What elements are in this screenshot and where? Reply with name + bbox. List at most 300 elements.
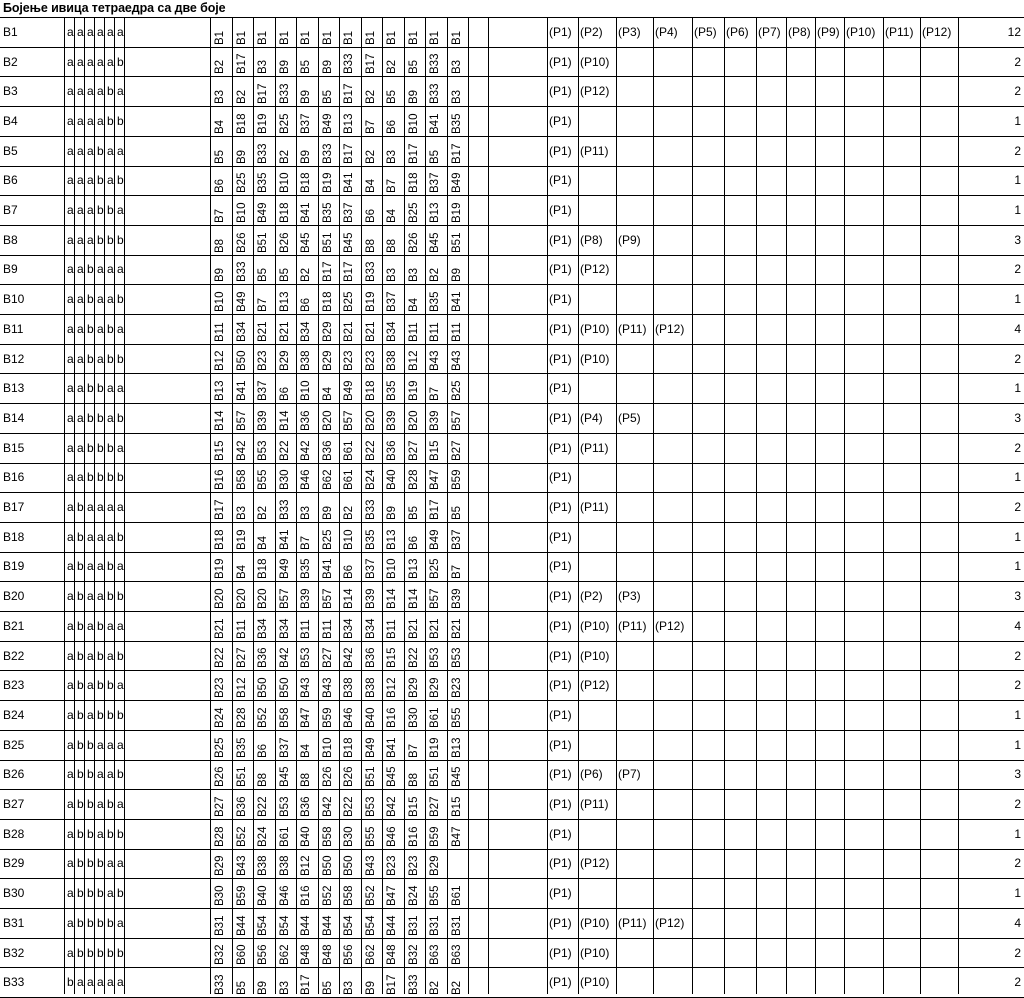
permutation-cell[interactable]: B19 [365, 291, 377, 312]
permutation-cell[interactable]: B33 [279, 499, 291, 520]
edge-color-cell[interactable]: a [117, 262, 124, 277]
permutation-cell[interactable]: B39 [386, 410, 398, 431]
edge-color-cell[interactable]: b [117, 54, 124, 69]
permutation-cell[interactable]: B49 [279, 558, 291, 580]
permutation-cell[interactable]: B21 [429, 618, 441, 639]
edge-color-cell[interactable]: a [107, 737, 114, 752]
edge-color-cell[interactable]: a [97, 529, 104, 544]
fixed-count-cell[interactable]: 1 [1014, 559, 1021, 574]
edge-color-cell[interactable]: b [77, 648, 84, 663]
permutation-cell[interactable]: B13 [386, 529, 398, 550]
edge-color-cell[interactable]: a [87, 618, 94, 633]
permutation-cell[interactable]: B35 [300, 558, 312, 580]
edge-color-cell[interactable]: a [77, 113, 84, 128]
permutation-cell[interactable]: B35 [429, 291, 441, 312]
edge-color-cell[interactable]: b [87, 292, 94, 307]
invariant-p-cell[interactable]: (P5) [618, 410, 641, 425]
invariant-p-cell[interactable]: (P11) [580, 500, 609, 515]
invariant-p-cell[interactable]: (P1) [549, 232, 572, 247]
permutation-cell[interactable]: B56 [343, 944, 355, 966]
permutation-cell[interactable]: B34 [365, 618, 377, 639]
permutation-cell[interactable]: B4 [214, 119, 226, 134]
edge-color-cell[interactable]: b [107, 589, 114, 604]
permutation-cell[interactable]: B14 [343, 588, 355, 609]
permutation-cell[interactable]: B10 [236, 202, 248, 223]
invariant-p-cell[interactable]: (P1) [549, 84, 572, 99]
edge-color-cell[interactable]: b [77, 529, 84, 544]
edge-color-cell[interactable]: b [77, 945, 84, 960]
permutation-cell[interactable]: B41 [300, 202, 312, 223]
permutation-cell[interactable]: B1 [279, 30, 291, 45]
permutation-cell[interactable]: B5 [279, 268, 291, 283]
invariant-p-cell[interactable]: (P1) [549, 529, 572, 544]
row-id-cell[interactable]: B19 [3, 559, 25, 574]
permutation-cell[interactable]: B17 [365, 53, 377, 75]
permutation-cell[interactable]: B50 [322, 855, 334, 877]
permutation-cell[interactable]: B19 [408, 380, 420, 402]
permutation-cell[interactable]: B11 [300, 619, 312, 639]
permutation-cell[interactable]: B1 [343, 30, 355, 45]
permutation-cell[interactable]: B2 [365, 90, 377, 105]
row-id-cell[interactable]: B28 [3, 826, 25, 841]
permutation-cell[interactable]: B11 [429, 322, 441, 342]
permutation-cell[interactable]: B32 [408, 944, 420, 966]
permutation-cell[interactable]: B25 [343, 291, 355, 312]
edge-color-cell[interactable]: b [97, 440, 104, 455]
permutation-cell[interactable]: B31 [214, 915, 226, 936]
edge-color-cell[interactable]: b [117, 529, 124, 544]
permutation-cell[interactable]: B41 [386, 737, 398, 758]
invariant-p-cell[interactable]: (P1) [549, 381, 572, 396]
permutation-cell[interactable]: B5 [322, 90, 334, 105]
edge-color-cell[interactable]: a [107, 173, 114, 188]
fixed-count-cell[interactable]: 2 [1014, 648, 1021, 663]
permutation-cell[interactable]: B41 [451, 291, 463, 312]
edge-color-cell[interactable]: b [77, 678, 84, 693]
permutation-cell[interactable]: B8 [257, 773, 269, 788]
fixed-count-cell[interactable]: 1 [1014, 470, 1021, 485]
permutation-cell[interactable]: B15 [408, 796, 420, 817]
permutation-cell[interactable]: B39 [365, 588, 377, 609]
edge-color-cell[interactable]: b [117, 767, 124, 782]
permutation-cell[interactable]: B16 [386, 707, 398, 728]
edge-color-cell[interactable]: a [117, 975, 124, 990]
permutation-cell[interactable]: B33 [257, 143, 269, 164]
permutation-cell[interactable]: B3 [451, 90, 463, 105]
permutation-cell[interactable]: B6 [408, 535, 420, 550]
edge-color-cell[interactable]: b [87, 945, 94, 960]
edge-color-cell[interactable]: a [117, 559, 124, 574]
edge-color-cell[interactable]: a [107, 767, 114, 782]
permutation-cell[interactable]: B13 [214, 380, 226, 402]
edge-color-cell[interactable]: b [87, 767, 94, 782]
edge-color-cell[interactable]: a [67, 797, 74, 812]
permutation-cell[interactable]: B41 [236, 380, 248, 402]
permutation-cell[interactable]: B35 [365, 529, 377, 550]
row-id-cell[interactable]: B8 [3, 232, 18, 247]
edge-color-cell[interactable]: a [107, 500, 114, 515]
permutation-cell[interactable]: B31 [408, 915, 420, 936]
edge-color-cell[interactable]: b [97, 470, 104, 485]
edge-color-cell[interactable]: b [107, 232, 114, 247]
permutation-cell[interactable]: B53 [365, 796, 377, 817]
permutation-cell[interactable]: B53 [451, 647, 463, 669]
edge-color-cell[interactable]: b [117, 351, 124, 366]
permutation-cell[interactable]: B18 [214, 529, 226, 550]
invariant-p-cell[interactable]: (P1) [549, 470, 572, 485]
permutation-cell[interactable]: B3 [408, 268, 420, 283]
fixed-count-cell[interactable]: 1 [1014, 381, 1021, 396]
permutation-cell[interactable]: B37 [300, 113, 312, 134]
permutation-cell[interactable]: B51 [451, 232, 463, 253]
edge-color-cell[interactable]: b [77, 589, 84, 604]
permutation-cell[interactable]: B19 [322, 172, 334, 194]
row-id-cell[interactable]: B23 [3, 678, 25, 693]
row-id-cell[interactable]: B6 [3, 173, 18, 188]
edge-color-cell[interactable]: b [97, 173, 104, 188]
edge-color-cell[interactable]: b [77, 707, 84, 722]
edge-color-cell[interactable]: b [97, 618, 104, 633]
invariant-p-cell[interactable]: (P1) [549, 440, 572, 455]
permutation-cell[interactable]: B11 [451, 322, 463, 342]
row-id-cell[interactable]: B20 [3, 589, 25, 604]
permutation-cell[interactable]: B38 [365, 677, 377, 699]
permutation-cell[interactable]: B54 [279, 915, 291, 936]
edge-color-cell[interactable]: a [67, 915, 74, 930]
invariant-p-cell[interactable]: (P10) [580, 975, 610, 990]
permutation-cell[interactable]: B27 [322, 647, 334, 669]
edge-color-cell[interactable]: a [107, 292, 114, 307]
edge-color-cell[interactable]: a [97, 737, 104, 752]
edge-color-cell[interactable]: a [97, 797, 104, 812]
permutation-cell[interactable]: B20 [365, 410, 377, 431]
row-id-cell[interactable]: B16 [3, 470, 25, 485]
permutation-cell[interactable]: B15 [451, 796, 463, 817]
permutation-cell[interactable]: B33 [236, 261, 248, 283]
invariant-p-cell[interactable]: (P10) [846, 24, 876, 39]
permutation-cell[interactable]: B9 [408, 90, 420, 105]
permutation-cell[interactable]: B54 [365, 915, 377, 936]
permutation-cell[interactable]: B35 [386, 380, 398, 402]
permutation-cell[interactable]: B16 [214, 469, 226, 491]
permutation-cell[interactable]: B41 [343, 172, 355, 194]
edge-color-cell[interactable]: a [97, 500, 104, 515]
permutation-cell[interactable]: B43 [429, 350, 441, 372]
permutation-cell[interactable]: B17 [322, 261, 334, 283]
row-id-cell[interactable]: B22 [3, 648, 25, 663]
row-id-cell[interactable]: B4 [3, 113, 18, 128]
edge-color-cell[interactable]: a [67, 618, 74, 633]
permutation-cell[interactable]: B37 [279, 737, 291, 758]
edge-color-cell[interactable]: a [117, 381, 124, 396]
permutation-cell[interactable]: B61 [451, 885, 463, 906]
invariant-p-cell[interactable]: (P1) [549, 54, 572, 69]
permutation-cell[interactable]: B3 [451, 60, 463, 75]
row-id-cell[interactable]: B25 [3, 737, 25, 752]
row-id-cell[interactable]: B24 [3, 707, 25, 722]
edge-color-cell[interactable]: a [117, 915, 124, 930]
permutation-cell[interactable]: B47 [300, 707, 312, 728]
edge-color-cell[interactable]: b [117, 410, 124, 425]
fixed-count-cell[interactable]: 1 [1014, 292, 1021, 307]
invariant-p-cell[interactable]: (P11) [580, 797, 609, 812]
permutation-cell[interactable]: B2 [451, 981, 463, 996]
edge-color-cell[interactable]: a [67, 321, 74, 336]
permutation-cell[interactable]: B27 [429, 796, 441, 817]
permutation-cell[interactable]: B42 [279, 647, 291, 669]
row-id-cell[interactable]: B5 [3, 143, 18, 158]
permutation-cell[interactable]: B37 [386, 291, 398, 312]
invariant-p-cell[interactable]: (P7) [758, 24, 781, 39]
invariant-p-cell[interactable]: (P11) [885, 24, 914, 39]
permutation-cell[interactable]: B33 [214, 974, 226, 996]
invariant-p-cell[interactable]: (P1) [549, 203, 572, 218]
permutation-cell[interactable]: B63 [429, 944, 441, 966]
permutation-cell[interactable]: B57 [429, 588, 441, 609]
invariant-p-cell[interactable]: (P8) [580, 232, 603, 247]
edge-color-cell[interactable]: a [67, 856, 74, 871]
permutation-cell[interactable]: B44 [322, 915, 334, 936]
edge-color-cell[interactable]: a [67, 410, 74, 425]
permutation-cell[interactable]: B33 [343, 53, 355, 75]
permutation-cell[interactable]: B36 [386, 440, 398, 461]
permutation-cell[interactable]: B13 [343, 113, 355, 134]
fixed-count-cell[interactable]: 2 [1014, 678, 1021, 693]
edge-color-cell[interactable]: a [77, 410, 84, 425]
edge-color-cell[interactable]: b [97, 678, 104, 693]
edge-color-cell[interactable]: b [97, 886, 104, 901]
invariant-p-cell[interactable]: (P1) [549, 618, 572, 633]
permutation-cell[interactable]: B6 [214, 179, 226, 194]
fixed-count-cell[interactable]: 12 [1007, 24, 1021, 39]
permutation-cell[interactable]: B53 [429, 647, 441, 669]
permutation-cell[interactable]: B46 [300, 469, 312, 491]
permutation-cell[interactable]: B45 [343, 232, 355, 253]
permutation-cell[interactable]: B55 [451, 707, 463, 728]
edge-color-cell[interactable]: a [77, 440, 84, 455]
permutation-cell[interactable]: B50 [279, 677, 291, 699]
permutation-cell[interactable]: B51 [365, 766, 377, 788]
permutation-cell[interactable]: B31 [451, 915, 463, 936]
permutation-cell[interactable]: B2 [365, 149, 377, 164]
permutation-cell[interactable]: B62 [365, 944, 377, 966]
invariant-p-cell[interactable]: (P1) [549, 173, 572, 188]
fixed-count-cell[interactable]: 1 [1014, 707, 1021, 722]
invariant-p-cell[interactable]: (P10) [580, 351, 610, 366]
permutation-cell[interactable]: B3 [343, 981, 355, 996]
permutation-cell[interactable]: B20 [257, 588, 269, 609]
permutation-cell[interactable]: B29 [214, 855, 226, 877]
permutation-cell[interactable]: B51 [429, 766, 441, 788]
permutation-cell[interactable]: B43 [300, 677, 312, 699]
permutation-cell[interactable]: B59 [236, 885, 248, 906]
edge-color-cell[interactable]: a [117, 678, 124, 693]
edge-color-cell[interactable]: a [77, 143, 84, 158]
permutation-cell[interactable]: B30 [279, 469, 291, 491]
permutation-cell[interactable]: B49 [322, 113, 334, 134]
edge-color-cell[interactable]: a [77, 203, 84, 218]
permutation-cell[interactable]: B1 [451, 30, 463, 45]
permutation-cell[interactable]: B61 [429, 707, 441, 728]
edge-color-cell[interactable]: a [117, 84, 124, 99]
edge-color-cell[interactable]: a [67, 292, 74, 307]
permutation-cell[interactable]: B30 [214, 885, 226, 906]
edge-color-cell[interactable]: b [107, 470, 114, 485]
edge-color-cell[interactable]: b [87, 915, 94, 930]
edge-color-cell[interactable]: b [107, 84, 114, 99]
edge-color-cell[interactable]: b [97, 410, 104, 425]
edge-color-cell[interactable]: a [107, 856, 114, 871]
permutation-cell[interactable]: B8 [386, 238, 398, 253]
permutation-cell[interactable]: B5 [408, 505, 420, 520]
permutation-cell[interactable]: B29 [322, 350, 334, 372]
permutation-cell[interactable]: B52 [236, 826, 248, 847]
permutation-cell[interactable]: B54 [343, 915, 355, 936]
permutation-cell[interactable]: B55 [429, 885, 441, 906]
edge-color-cell[interactable]: b [97, 915, 104, 930]
permutation-cell[interactable]: B30 [343, 826, 355, 847]
permutation-cell[interactable]: B15 [214, 440, 226, 461]
permutation-cell[interactable]: B53 [300, 647, 312, 669]
permutation-cell[interactable]: B9 [236, 149, 248, 164]
permutation-cell[interactable]: B10 [214, 291, 226, 312]
permutation-cell[interactable]: B43 [236, 855, 248, 877]
edge-color-cell[interactable]: b [87, 351, 94, 366]
permutation-cell[interactable]: B21 [279, 321, 291, 342]
permutation-cell[interactable]: B59 [322, 707, 334, 728]
permutation-cell[interactable]: B32 [214, 944, 226, 966]
invariant-p-cell[interactable]: (P4) [580, 410, 603, 425]
permutation-cell[interactable]: B20 [408, 410, 420, 431]
permutation-cell[interactable]: B45 [429, 232, 441, 253]
permutation-cell[interactable]: B34 [300, 321, 312, 342]
permutation-cell[interactable]: B29 [322, 321, 334, 342]
invariant-p-cell[interactable]: (P1) [549, 589, 572, 604]
permutation-cell[interactable]: B53 [257, 440, 269, 461]
permutation-cell[interactable]: B21 [343, 321, 355, 342]
edge-color-cell[interactable]: a [107, 529, 114, 544]
permutation-cell[interactable]: B8 [300, 773, 312, 788]
permutation-cell[interactable]: B8 [408, 773, 420, 788]
permutation-cell[interactable]: B9 [214, 268, 226, 283]
permutation-cell[interactable]: B27 [451, 440, 463, 461]
permutation-cell[interactable]: B23 [386, 855, 398, 877]
fixed-count-cell[interactable]: 1 [1014, 529, 1021, 544]
permutation-cell[interactable]: B34 [343, 618, 355, 639]
permutation-cell[interactable]: B40 [257, 885, 269, 906]
edge-color-cell[interactable]: a [117, 618, 124, 633]
permutation-cell[interactable]: B21 [365, 321, 377, 342]
permutation-cell[interactable]: B18 [322, 291, 334, 312]
edge-color-cell[interactable]: a [67, 767, 74, 782]
permutation-cell[interactable]: B10 [322, 737, 334, 758]
invariant-p-cell[interactable]: (P10) [580, 648, 610, 663]
permutation-cell[interactable]: B1 [214, 30, 226, 45]
row-id-cell[interactable]: B3 [3, 84, 18, 99]
permutation-cell[interactable]: B4 [322, 387, 334, 402]
invariant-p-cell[interactable]: (P1) [549, 410, 572, 425]
permutation-cell[interactable]: B40 [386, 469, 398, 491]
fixed-count-cell[interactable]: 1 [1014, 826, 1021, 841]
invariant-p-cell[interactable]: (P12) [922, 24, 952, 39]
permutation-cell[interactable]: B49 [365, 737, 377, 758]
permutation-cell[interactable]: B9 [322, 60, 334, 75]
permutation-cell[interactable]: B8 [214, 238, 226, 253]
permutation-cell[interactable]: B30 [408, 707, 420, 728]
edge-color-cell[interactable]: b [77, 767, 84, 782]
edge-color-cell[interactable]: a [87, 707, 94, 722]
row-id-cell[interactable]: B29 [3, 856, 25, 871]
permutation-cell[interactable]: B7 [365, 119, 377, 134]
invariant-p-cell[interactable]: (P10) [580, 321, 610, 336]
permutation-cell[interactable]: B5 [300, 60, 312, 75]
permutation-cell[interactable]: B4 [408, 297, 420, 312]
permutation-cell[interactable]: B3 [214, 90, 226, 105]
fixed-count-cell[interactable]: 2 [1014, 797, 1021, 812]
invariant-p-cell[interactable]: (P1) [549, 945, 572, 960]
edge-color-cell[interactable]: a [67, 707, 74, 722]
edge-color-cell[interactable]: b [97, 707, 104, 722]
permutation-cell[interactable]: B2 [343, 505, 355, 520]
permutation-cell[interactable]: B58 [279, 707, 291, 728]
permutation-cell[interactable]: B15 [429, 440, 441, 461]
permutation-cell[interactable]: B5 [257, 268, 269, 283]
edge-color-cell[interactable]: a [117, 321, 124, 336]
edge-color-cell[interactable]: a [77, 173, 84, 188]
permutation-cell[interactable]: B35 [322, 202, 334, 223]
edge-color-cell[interactable]: a [87, 143, 94, 158]
permutation-cell[interactable]: B38 [343, 677, 355, 699]
edge-color-cell[interactable]: b [77, 500, 84, 515]
permutation-cell[interactable]: B5 [386, 90, 398, 105]
edge-color-cell[interactable]: a [67, 54, 74, 69]
permutation-cell[interactable]: B34 [236, 321, 248, 342]
permutation-cell[interactable]: B58 [322, 826, 334, 847]
permutation-cell[interactable]: B5 [408, 60, 420, 75]
permutation-cell[interactable]: B9 [451, 268, 463, 283]
permutation-cell[interactable]: B17 [257, 83, 269, 105]
edge-color-cell[interactable]: b [97, 203, 104, 218]
edge-color-cell[interactable]: a [67, 500, 74, 515]
permutation-cell[interactable]: B35 [257, 172, 269, 194]
permutation-cell[interactable]: B14 [386, 588, 398, 609]
permutation-cell[interactable]: B2 [214, 60, 226, 75]
permutation-cell[interactable]: B5 [429, 149, 441, 164]
edge-color-cell[interactable]: b [117, 945, 124, 960]
row-id-cell[interactable]: B30 [3, 886, 25, 901]
invariant-p-cell[interactable]: (P1) [549, 351, 572, 366]
edge-color-cell[interactable]: b [87, 321, 94, 336]
permutation-cell[interactable]: B4 [300, 743, 312, 758]
edge-color-cell[interactable]: b [117, 707, 124, 722]
permutation-cell[interactable]: B49 [451, 172, 463, 194]
invariant-p-cell[interactable]: (P1) [549, 292, 572, 307]
permutation-cell[interactable]: B58 [343, 885, 355, 906]
permutation-cell[interactable]: B34 [257, 618, 269, 639]
edge-color-cell[interactable]: a [117, 856, 124, 871]
permutation-cell[interactable]: B46 [386, 826, 398, 847]
permutation-cell[interactable]: B3 [257, 60, 269, 75]
permutation-cell[interactable]: B17 [429, 499, 441, 520]
permutation-cell[interactable]: B16 [300, 885, 312, 906]
invariant-p-cell[interactable]: (P1) [549, 856, 572, 871]
edge-color-cell[interactable]: a [97, 113, 104, 128]
invariant-p-cell[interactable]: (P12) [580, 84, 610, 99]
permutation-cell[interactable]: B38 [257, 855, 269, 877]
edge-color-cell[interactable]: b [77, 826, 84, 841]
row-id-cell[interactable]: B31 [3, 915, 25, 930]
permutation-cell[interactable]: B1 [365, 30, 377, 45]
